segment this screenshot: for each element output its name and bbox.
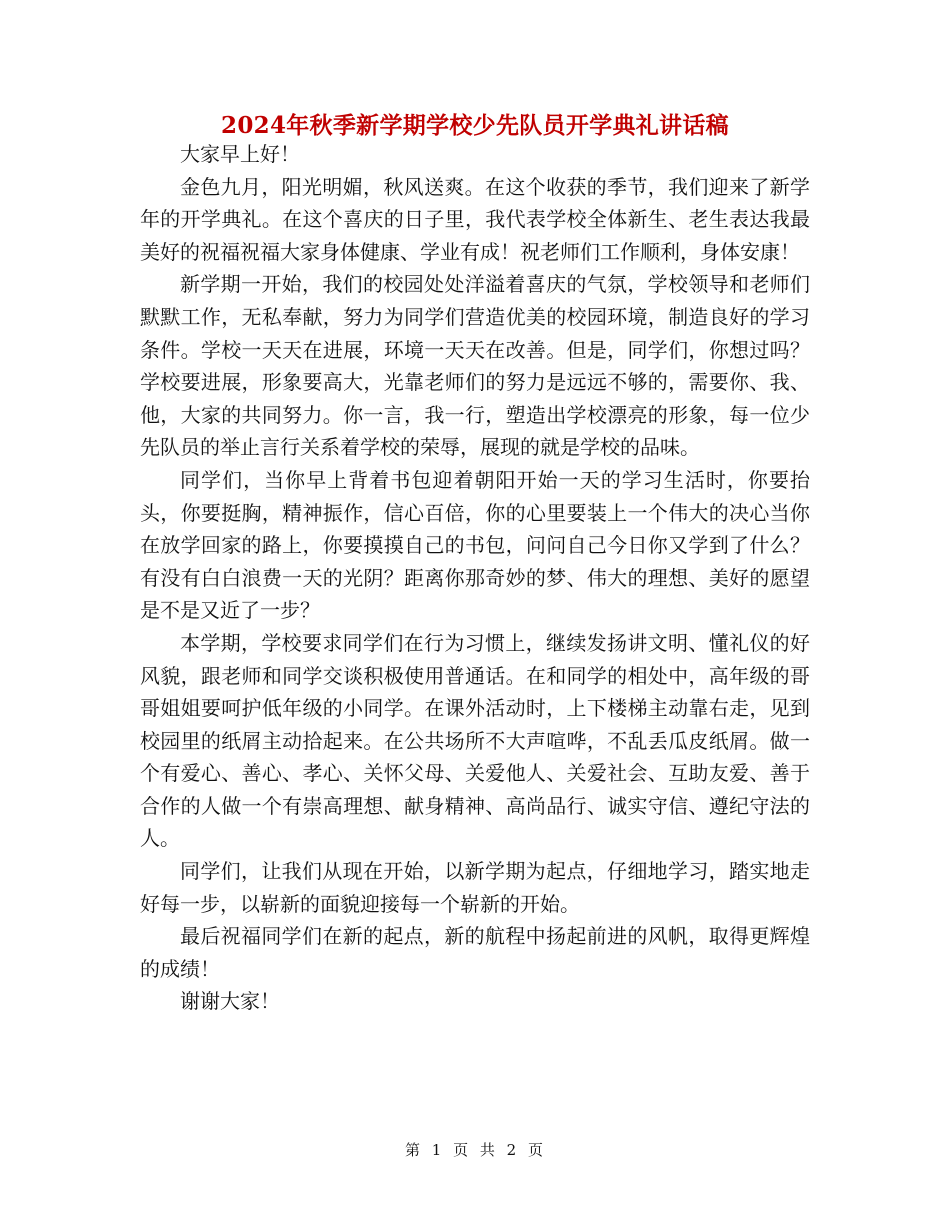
paragraph-greeting: 大家早上好！ bbox=[180, 142, 300, 166]
paragraph: 同学们，当你早上背着书包迎着朝阳开始一天的学习生活时，你要抬头，你要挺胸，精神振作，信心百倍，你的心里要装上一个伟大的决心当你在放学回家的路上，你要摸摸自己的书包，问问自己今日你又学到了什么？有没有白白浪费一天的光阴？距离你那奇妙的梦、伟大的理想、美好的愿望是不是又近了一步？ bbox=[140, 467, 810, 623]
paragraph: 本学期，学校要求同学们在行为习惯上，继续发扬讲文明、懂礼仪的好风貌，跟老师和同学交谈积极使用普通话。在和同学的相处中，高年级的哥哥姐姐要呵护低年级的小同学。在课外活动时，上下楼梯主动靠右走，见到校园里的纸屑主动拾起来。在公共场所不大声喧哗，不乱丢瓜皮纸屑。做一个有爱心、善心、孝心、关怀父母、关爱他人、关爱社会、互助友爱、善于合作的人做一个有崇高理想、献身精神、高尚品行、诚实守信、遵纪守法的人。 bbox=[140, 630, 810, 851]
paragraph: 同学们，让我们从现在开始，以新学期为起点，仔细地学习，踏实地走好每一步，以崭新的面貌迎接每一个崭新的开始。 bbox=[140, 859, 810, 916]
paragraph: 新学期一开始，我们的校园处处洋溢着喜庆的气氛，学校领导和老师们默默工作，无私奉献，努力为同学们营造优美的校园环境，制造良好的学习条件。学校一天天在进展，环境一天天在改善。但是，同学们，你想过吗？学校要进展，形象要高大，光靠老师们的努力是远远不够的，需要你、我、他，大家的共同努力。你一言，我一行，塑造出学校漂亮的形象，每一位少先队员的举止言行关系着学校的荣辱，展现的就是学校的品味。 bbox=[140, 272, 810, 460]
document-body bbox=[140, 138, 810, 1018]
document-title: 2024年秋季新学期学校少先队员开学典礼讲话稿 bbox=[221, 112, 729, 139]
paragraph: 最后祝福同学们在新的起点，新的航程中扬起前进的风帆，取得更辉煌的成绩！ bbox=[140, 924, 810, 981]
paragraph-closing: 谢谢大家！ bbox=[180, 989, 280, 1014]
page-number-footer: 第 1 页 共 2 页 bbox=[405, 1141, 545, 1159]
paragraph: 金色九月，阳光明媚，秋风送爽。在这个收获的季节，我们迎来了新学年的开学典礼。在这个喜庆的日子里，我代表学校全体新生、老生表达我最美好的祝福祝福大家身体健康、学业有成！祝老师们工作顺利，身体安康！ bbox=[140, 174, 810, 264]
